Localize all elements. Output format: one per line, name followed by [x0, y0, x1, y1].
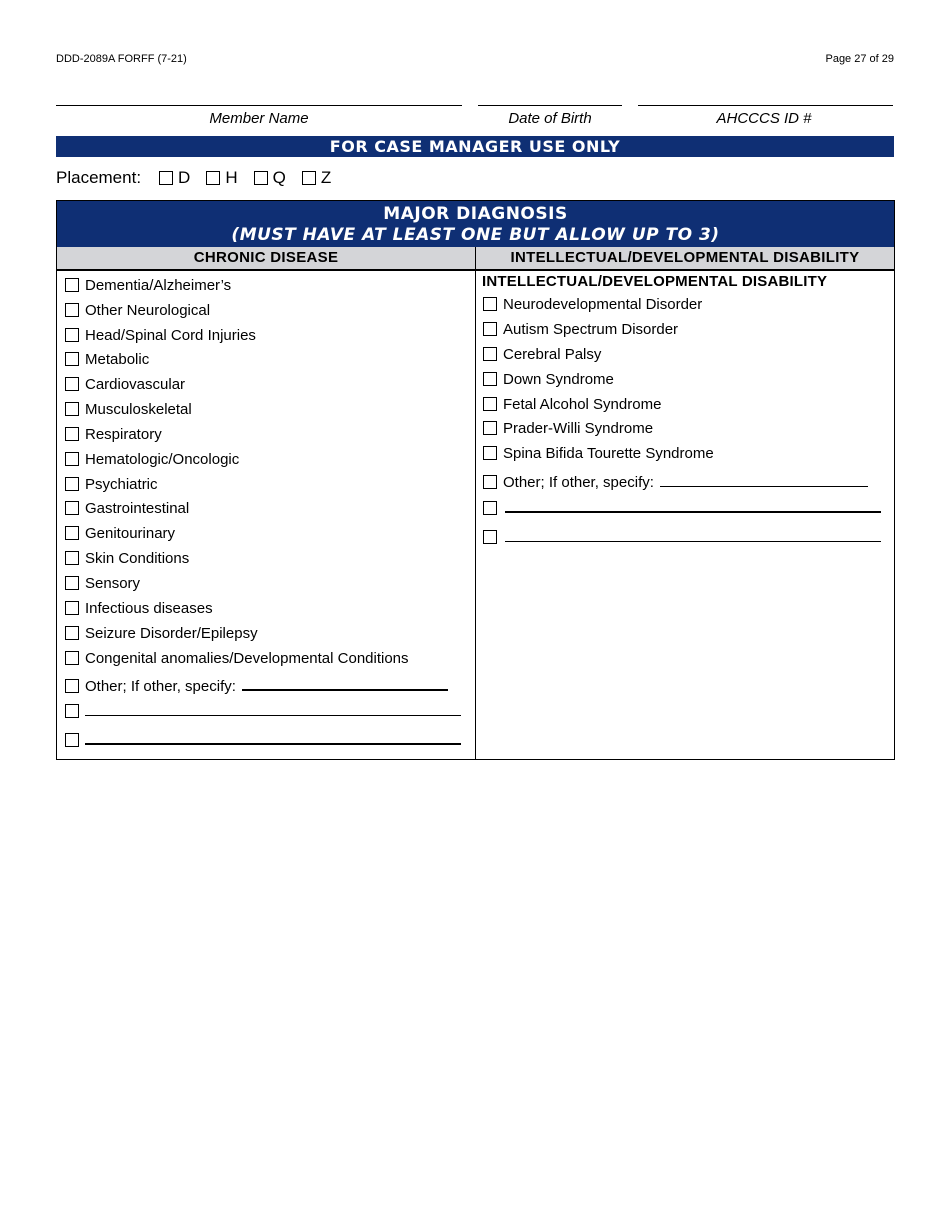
checkbox[interactable]: [159, 171, 173, 185]
form-id: DDD-2089A FORFF (7-21): [56, 53, 187, 65]
placement-option-z[interactable]: [302, 168, 331, 188]
checkbox[interactable]: [65, 551, 79, 565]
checkbox[interactable]: [483, 397, 497, 411]
checkbox[interactable]: [65, 278, 79, 292]
checkbox[interactable]: [302, 171, 316, 185]
checkbox[interactable]: [483, 475, 497, 489]
idd-header: INTELLECTUAL/DEVELOPMENTAL DISABILITY: [476, 247, 894, 271]
chronic-item[interactable]: [65, 476, 158, 493]
idd-other-label: Other; If other, specify:: [503, 474, 654, 491]
idd-item[interactable]: [483, 296, 702, 313]
idd-item[interactable]: [483, 371, 614, 388]
chronic-blank-item[interactable]: [65, 706, 461, 720]
chronic-item-label: Gastrointestinal: [85, 500, 190, 517]
chronic-item-label: Hematologic/Oncologic: [85, 451, 240, 468]
idd-list: [476, 201, 894, 759]
date-of-birth-label: Date of Birth: [508, 110, 592, 127]
checkbox[interactable]: [65, 352, 79, 366]
chronic-blank-line[interactable]: [85, 715, 461, 716]
placement-row: [56, 168, 347, 188]
chronic-blank-item[interactable]: [65, 735, 461, 749]
idd-blank-line[interactable]: [505, 511, 881, 513]
chronic-item[interactable]: [65, 600, 213, 617]
checkbox[interactable]: [65, 576, 79, 590]
chronic-item-label: Dementia/Alzheimer’s: [85, 277, 232, 294]
major-diagnosis-table: [56, 200, 895, 760]
idd-item[interactable]: [483, 396, 661, 413]
idd-blank-line[interactable]: [505, 541, 881, 542]
placement-option-label: D: [178, 168, 191, 187]
chronic-other-specify-line[interactable]: [242, 689, 448, 691]
major-diagnosis-subtitle: (MUST HAVE AT LEAST ONE BUT ALLOW UP TO 3): [231, 225, 720, 245]
checkbox[interactable]: [206, 171, 220, 185]
checkbox[interactable]: [65, 452, 79, 466]
chronic-item[interactable]: [65, 376, 185, 393]
chronic-item-label: Other Neurological: [85, 302, 211, 319]
checkbox[interactable]: [483, 322, 497, 336]
idd-item-label: Cerebral Palsy: [503, 346, 602, 363]
checkbox[interactable]: [65, 427, 79, 441]
checkbox[interactable]: [483, 297, 497, 311]
chronic-item[interactable]: [65, 525, 175, 542]
checkbox[interactable]: [483, 347, 497, 361]
chronic-other-item[interactable]: [65, 678, 448, 695]
idd-item-label: Fetal Alcohol Syndrome: [503, 396, 662, 413]
checkbox[interactable]: [65, 601, 79, 615]
idd-item[interactable]: [483, 321, 678, 338]
checkbox[interactable]: [65, 303, 79, 317]
checkbox[interactable]: [65, 704, 79, 718]
chronic-item-label: Musculoskeletal: [85, 401, 192, 418]
checkbox[interactable]: [65, 328, 79, 342]
placement-label: Placement:: [56, 168, 142, 187]
chronic-item-label: Psychiatric: [85, 476, 158, 493]
idd-item[interactable]: [483, 445, 714, 462]
chronic-item-label: Metabolic: [85, 351, 150, 368]
chronic-other-label: Other; If other, specify:: [85, 678, 236, 695]
chronic-item[interactable]: [65, 401, 192, 418]
placement-option-label: Q: [272, 168, 286, 187]
chronic-item[interactable]: [65, 302, 210, 319]
checkbox[interactable]: [483, 530, 497, 544]
chronic-item[interactable]: [65, 327, 256, 344]
chronic-item-label: Cardiovascular: [85, 376, 186, 393]
chronic-item[interactable]: [65, 650, 409, 667]
idd-item-label: Neurodevelopmental Disorder: [503, 296, 703, 313]
major-diagnosis-title: MAJOR DIAGNOSIS: [383, 204, 568, 224]
chronic-item[interactable]: [65, 575, 140, 592]
checkbox[interactable]: [65, 651, 79, 665]
checkbox[interactable]: [483, 501, 497, 515]
member-name-line[interactable]: [56, 105, 462, 106]
chronic-item[interactable]: [65, 500, 189, 517]
chronic-item-label: Head/Spinal Cord Injuries: [85, 327, 256, 344]
checkbox[interactable]: [65, 477, 79, 491]
placement-option-q[interactable]: [254, 168, 286, 188]
idd-item-label: Prader-Willi Syndrome: [503, 420, 654, 437]
idd-blank-item[interactable]: [483, 532, 881, 546]
chronic-item-label: Genitourinary: [85, 525, 176, 542]
checkbox[interactable]: [65, 626, 79, 640]
chronic-blank-line[interactable]: [85, 743, 461, 745]
checkbox[interactable]: [65, 526, 79, 540]
idd-item-label: Down Syndrome: [503, 371, 614, 388]
chronic-item-label: Seizure Disorder/Epilepsy: [85, 625, 258, 642]
idd-other-specify-line[interactable]: [660, 486, 868, 487]
chronic-item-label: Infectious diseases: [85, 600, 213, 617]
placement-option-label: Z: [320, 168, 332, 187]
idd-blank-item[interactable]: [483, 503, 881, 517]
placement-option-label: H: [225, 168, 238, 187]
chronic-item-label: Sensory: [85, 575, 141, 592]
idd-item-label: Autism Spectrum Disorder: [503, 321, 679, 338]
checkbox[interactable]: [65, 501, 79, 515]
idd-other-item[interactable]: [483, 474, 868, 491]
chronic-item[interactable]: [65, 550, 189, 567]
chronic-item[interactable]: [65, 277, 231, 294]
placement-option-h[interactable]: [206, 168, 237, 188]
ahcccs-id-line[interactable]: [638, 105, 893, 106]
idd-item-label: Spina Bifida Tourette Syndrome: [503, 445, 714, 462]
chronic-item[interactable]: [65, 625, 258, 642]
checkbox[interactable]: [483, 421, 497, 435]
checkbox[interactable]: [65, 679, 79, 693]
page-number: Page 27 of 29: [825, 53, 894, 65]
idd-item[interactable]: [483, 420, 653, 437]
checkbox[interactable]: [254, 171, 268, 185]
placement-option-d[interactable]: [159, 168, 190, 188]
chronic-disease-header: CHRONIC DISEASE: [57, 247, 475, 271]
chronic-item[interactable]: [65, 351, 149, 368]
chronic-item-label: Congenital anomalies/Developmental Conditions: [85, 650, 409, 667]
chronic-item[interactable]: [65, 451, 239, 468]
case-manager-banner: FOR CASE MANAGER USE ONLY: [56, 136, 894, 157]
chronic-item[interactable]: [65, 426, 162, 443]
chronic-disease-list: [57, 201, 475, 759]
checkbox[interactable]: [65, 402, 79, 416]
checkbox[interactable]: [65, 377, 79, 391]
date-of-birth-line[interactable]: [478, 105, 622, 106]
checkbox[interactable]: [483, 446, 497, 460]
checkbox[interactable]: [65, 733, 79, 747]
idd-subheader: INTELLECTUAL/DEVELOPMENTAL DISABILITY: [482, 273, 828, 290]
checkbox[interactable]: [483, 372, 497, 386]
member-name-label: Member Name: [209, 110, 309, 127]
chronic-item-label: Skin Conditions: [85, 550, 190, 567]
chronic-item-label: Respiratory: [85, 426, 162, 443]
ahcccs-id-label: AHCCCS ID #: [716, 110, 812, 127]
idd-item[interactable]: [483, 346, 601, 363]
